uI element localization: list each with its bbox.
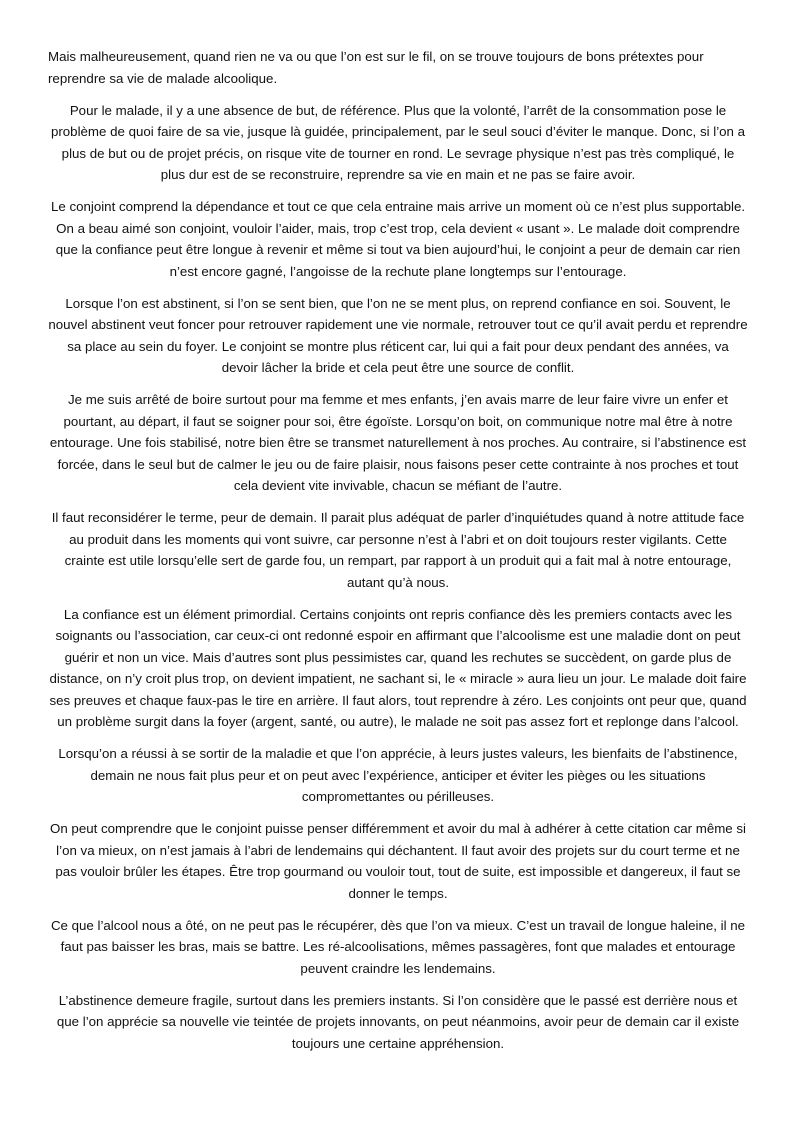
paragraph-6: Il faut reconsidérer le terme, peur de demain. Il parait plus adéquat de parler d’inquiétudes quand à notre attitude face au produit dans les moments qui vont suivre, car personne n’est à l’abri et on doit toujours rester vigilants. Cette crainte est utile lorsqu’elle sert de garde fou, un rempart, par rapport à un produit qui a fait mal à notre entourage, autant qu’à nous. bbox=[51, 510, 745, 590]
paragraph-8: Lorsqu’on a réussi à se sortir de la maladie et que l’on apprécie, à leurs justes valeurs, les bienfaits de l’abstinence, demain ne nous fait plus peur et on peut avec l’expérience, anticiper et éviter les pièges ou les situations compromettantes ou périlleuses. bbox=[58, 746, 738, 804]
paragraph-2: Pour le malade, il y a une absence de but, de référence. Plus que la volonté, l’arrêt de la consommation pose le problème de quoi faire de sa vie, jusque là guidée, principalement, par le seul souci d’éviter le manque. Donc, si l’on a plus de but ou de projet précis, on risque vite de tourner en rond. Le sevrage physique n’est pas très compliqué, le plus dur est de se reconstruire, reprendre sa vie en main et ne pas se faire avoir. bbox=[50, 102, 746, 182]
document-page bbox=[48, 46, 748, 1065]
paragraph-9: On peut comprendre que le conjoint puisse penser différemment et avoir du mal à adhérer à cette citation car même si l’on va mieux, on n’est jamais à l’abri de lendemains qui déchantent. Il faut avoir des projets sur du court terme et ne pas vouloir brûler les étapes. Être trop gourmand ou vouloir tout, tout de suite, est impossible et dangereux, il faut se donner le temps. bbox=[50, 821, 746, 901]
paragraph-4: Lorsque l’on est abstinent, si l’on se sent bien, que l’on ne se ment plus, on reprend confiance en soi. Souvent, le nouvel abstinent veut foncer pour retrouver rapidement une vie normale, retrouver tout ce qu’il avait perdu et reprendre sa place au sein du foyer. Le conjoint se montre plus réticent car, lui qui a fait pour deux pendant des années, va devoir lâcher la bride et cela peut être une source de conflit. bbox=[48, 295, 748, 375]
paragraph-3: Le conjoint comprend la dépendance et tout ce que cela entraine mais arrive un moment où ce n’est plus supportable. On a beau aimé son conjoint, vouloir l’aider, mais, trop c’est trop, cela devient « usant ». Le malade doit comprendre que la confiance peut être longue à revenir et même si tout va bien aujourd’hui, le conjoint a peur de demain car rien n’est encore gagné, l’angoisse de la rechute plane longtemps sur l’entourage. bbox=[50, 199, 746, 279]
paragraph-5: Je me suis arrêté de boire surtout pour ma femme et mes enfants, j’en avais marre de leur faire vivre un enfer et pourtant, au départ, il faut se soigner pour soi, être égoïste. Lorsqu’on boit, on communique notre mal être à notre entourage. Une fois stabilisé, notre bien être se transmet naturellement à nos proches. Au contraire, si l’abstinence est forcée, dans le seul but de calmer le jeu ou de faire plaisir, nous faisons peser cette contrainte à nos proches et tout cela devient vite invivable, chacun se méfiant de l’autre. bbox=[49, 392, 747, 493]
paragraph-7: La confiance est un élément primordial. Certains conjoints ont repris confiance dès les premiers contacts avec les soignants ou l’association, car ceux-ci ont redonné espoir en affirmant que l’alcoolisme est une maladie dont on peut guérir et non un vice. Mais d’autres sont plus pessimistes car, quand les rechutes se succèdent, on garde plus de distance, on n’y croit plus trop, on devient impatient, ne sachant si, le « miracle » aura lieu un jour. Le malade doit faire ses preuves et chaque faux-pas le tire en arrière. Il faut alors, tout reprendre à zéro. Les conjoints ont peur que, quand un problème surgit dans la foyer (argent, santé, ou autre), le malade ne soit pas assez fort et replonge dans l’alcool. bbox=[49, 606, 747, 729]
paragraph-10: Ce que l’alcool nous a ôté, on ne peut pas le récupérer, dès que l’on va mieux. C’est un travail de longue haleine, il ne faut pas baisser les bras, mais se battre. Les ré-alcoolisations, mêmes passagères, font que malades et entourage peuvent craindre les lendemains. bbox=[50, 917, 746, 976]
paragraph-11: L’abstinence demeure fragile, surtout dans les premiers instants. Si l’on considère que le passé est derrière nous et que l’on apprécie sa nouvelle vie teintée de projets innovants, on peut néanmoins, avoir peur de demain car il existe toujours une certaine appréhension. bbox=[56, 992, 740, 1051]
paragraph-1: Mais malheureusement, quand rien ne va ou que l’on est sur le fil, on se trouve toujours de bons prétextes pour reprendre sa vie de malade alcoolique. bbox=[48, 49, 704, 86]
